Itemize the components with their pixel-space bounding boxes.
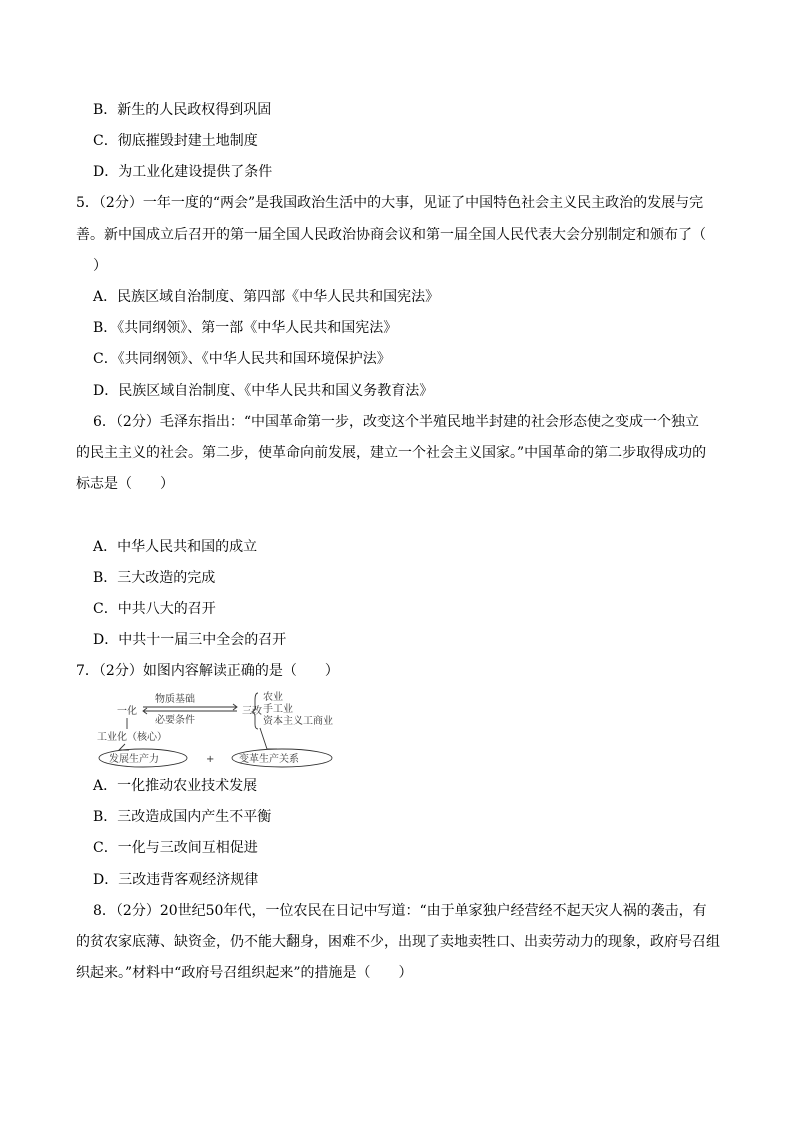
q6-stem-line-1: 6．（2分）毛泽东指出：“中国革命第一步，改变这个半殖民地半封建的社会形态使之变成一个独立	[93, 414, 699, 430]
diagram-biyao-tiaojian: 必要条件	[155, 715, 195, 726]
q6-option-d: D．中共十一届三中全会的召开	[93, 632, 287, 648]
q5-option-d: D．民族区域自治制度、《中华人民共和国义务教育法》	[93, 383, 434, 399]
q8-stem-line-3: 织起来。”材料中“政府号召组织起来”的措施是（ ）	[76, 965, 413, 981]
callout-biange	[260, 728, 277, 749]
q5-option-a: A．民族区域自治制度、第四部《中华人民共和国宪法》	[93, 289, 440, 305]
q7-option-c: C．一化与三改间互相促进	[93, 840, 258, 856]
q6-stem-line-2: 的民主主义的社会。第二步，使革命向前发展，建立一个社会主义国家。”中国革命的第二步取得成功的	[76, 445, 707, 461]
diagram-sangai: 三改	[242, 706, 262, 717]
q6-option-a: A．中华人民共和国的成立	[93, 539, 258, 555]
diagram-ziben-gongshangye: 资本主义工商业	[263, 716, 333, 727]
diagram-nongye: 农业	[263, 692, 283, 703]
q5-stem-line-3: ）	[93, 258, 107, 274]
q5-stem-line-2: 善。新中国成立后召开的第一届全国人民政治协商会议和第一届全国人民代表大会分别制定和颁布了（	[76, 227, 706, 243]
q6-option-b: B．三大改造的完成	[93, 570, 216, 586]
q7-option-a: A．一化推动农业技术发展	[93, 778, 258, 794]
q6-option-c: C．中共八大的召开	[93, 601, 216, 617]
q7-option-b: B．三改造成国内产生不平衡	[93, 809, 272, 825]
q4-option-c: C．彻底摧毁封建土地制度	[93, 133, 258, 149]
q8-stem-line-1: 8．（2分）20世纪50年代，一位农民在日记中写道：“由于单家独户经营经不起天灾人祸的袭击，有	[93, 903, 707, 919]
diagram-shougongye: 手工业	[263, 704, 293, 715]
q4-option-d: D．为工业化建设提供了条件	[93, 164, 273, 180]
diagram-yihua: 一化	[117, 706, 137, 717]
diagram-gongyehua: 工业化（核心）	[97, 732, 167, 743]
diagram-wuzhi-jichu: 物质基础	[155, 694, 195, 705]
q7-stem: 7．（2分）如图内容解读正确的是（ ）	[76, 663, 339, 679]
diagram-fazhan-shengchanli: 发展生产力	[109, 754, 159, 765]
diagram-plus: +	[206, 754, 215, 765]
q4-option-b: B．新生的人民政权得到巩固	[93, 102, 272, 118]
q5-option-c: C．《共同纲领》、《中华人民共和国环境保护法》	[93, 351, 391, 367]
q7-diagram	[95, 688, 370, 770]
q7-option-d: D．三改违背客观经济规律	[93, 872, 259, 888]
diagram-biange-shengchan-guanxi: 变革生产关系	[239, 754, 299, 765]
q5-option-b: B．《共同纲领》、第一部《中华人民共和国宪法》	[93, 320, 398, 336]
q8-stem-line-2: 的贫农家底薄、缺资金，仍不能大翻身，困难不少，出现了卖地卖牲口、出卖劳动力的现象，政府号召组	[76, 934, 720, 950]
q6-stem-line-3: 标志是（ ）	[76, 476, 174, 492]
q5-stem-line-1: 5．（2分）一年一度的“两会”是我国政治生活中的大事，见证了中国特色社会主义民主政治的发展与完	[76, 195, 704, 211]
